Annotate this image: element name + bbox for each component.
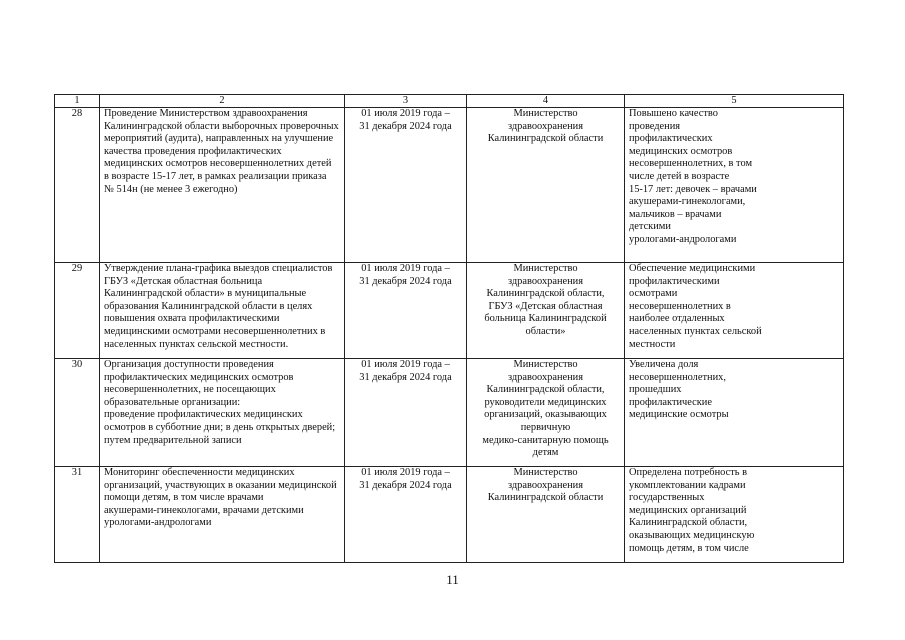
text-line: Министерство (513, 108, 578, 119)
text-line: числе детей в возрасте (629, 170, 730, 182)
text-line: Организация доступности проведения (104, 359, 274, 370)
text-line: 31 декабря 2024 года (359, 275, 452, 287)
text-line: Калининградской области выборочных проверочных (104, 120, 339, 132)
responsible-cell (467, 108, 625, 263)
responsible-cell (467, 467, 625, 563)
result-cell (625, 467, 844, 563)
text-line: несовершеннолетних, не посещающих (104, 384, 276, 396)
text-line: детскими (629, 221, 671, 233)
text-line: 15-17 лет: девочек – врачами (629, 183, 757, 195)
text-line: путем предварительной записи (104, 434, 242, 446)
text-line: профилактических (629, 133, 713, 145)
dates-cell (345, 359, 467, 467)
text-line: Обеспечение медицинскими (629, 263, 756, 274)
text-line: Калининградской области (487, 492, 604, 504)
text-line: ГБУЗ «Детская областная больница (104, 275, 263, 287)
text-line: № 514н (не менее 3 ежегодно) (104, 183, 238, 195)
table-row (55, 467, 844, 563)
text-line: 01 июля 2019 года – (361, 263, 450, 274)
text-line: Министерство (513, 263, 578, 274)
text-line: Определена потребность в (629, 467, 747, 478)
table-row (55, 263, 844, 359)
text-line: Калининградской области, (629, 517, 748, 529)
text-line: Повышено качество (629, 108, 718, 119)
text-line: 31 декабря 2024 года (359, 479, 452, 491)
text-line: ГБУЗ «Детская областная (488, 300, 603, 312)
column-header: 2 (100, 95, 345, 108)
text-line: государственных (629, 492, 705, 504)
text-line: осмотров в субботние дни; в день открытых дверей; (104, 421, 336, 433)
text-line: Министерство (513, 359, 578, 370)
text-line: 01 июля 2019 года – (361, 467, 450, 478)
text-line: 01 июля 2019 года – (361, 359, 450, 370)
text-line: мальчиков – врачами (629, 208, 722, 220)
text-line: Калининградской области, (486, 288, 605, 300)
result-cell (625, 108, 844, 263)
text-line: Утверждение плана-графика выездов специалистов (104, 263, 333, 274)
table-row (55, 359, 844, 467)
text-line: больница Калининградской (484, 313, 607, 325)
text-line: проведение профилактических медицинских (104, 409, 303, 421)
text-line: образования Калининградской области в целях (104, 300, 313, 312)
text-line: помощи детям, в том числе врачами (104, 492, 264, 504)
measures-table (54, 94, 844, 563)
text-line: помощь детям, в том числе (629, 542, 749, 554)
text-line: медицинских осмотров (629, 145, 733, 157)
text-line: организаций, участвующих в оказании медицинской (104, 479, 337, 491)
text-line: здравоохранения (507, 275, 584, 287)
dates-cell (345, 263, 467, 359)
text-line: мероприятий (аудита), направленных на улучшение (104, 133, 334, 145)
row-number: 29 (55, 263, 100, 359)
column-header: 3 (345, 95, 467, 108)
text-line: здравоохранения (507, 371, 584, 383)
text-line: Проведение Министерством здравоохранения (104, 108, 308, 119)
text-line: Мониторинг обеспеченности медицинских (104, 467, 295, 478)
text-line: в возрасте 15-17 лет, в рамках реализации приказа (104, 170, 327, 182)
activity-cell (100, 108, 345, 263)
text-line: медицинскими осмотрами несовершеннолетних в (104, 325, 326, 337)
text-line: повышения охвата профилактическими (104, 313, 280, 325)
text-line: первичную (520, 421, 571, 433)
row-number: 30 (55, 359, 100, 467)
text-line: организаций, оказывающих (484, 409, 607, 421)
activity-cell (100, 263, 345, 359)
responsible-cell (467, 263, 625, 359)
text-line: профилактических медицинских осмотров (104, 371, 294, 383)
text-line: Увеличена доля (629, 359, 699, 370)
text-line: Министерство (513, 467, 578, 478)
text-line: профилактические (629, 396, 712, 408)
text-line: населенных пунктах сельской местности. (104, 338, 289, 350)
column-header: 1 (55, 95, 100, 108)
text-line: руководители медицинских (484, 396, 607, 408)
text-line: акушерами-гинекологами, (629, 196, 746, 208)
column-header: 5 (625, 95, 844, 108)
text-line: медицинских организаций (629, 504, 747, 516)
text-line: проведения (629, 120, 681, 132)
responsible-cell (467, 359, 625, 467)
text-line: медицинских осмотров несовершеннолетних детей (104, 158, 332, 170)
text-line: медико-санитарную помощь (482, 434, 609, 446)
text-line: области» (525, 325, 566, 337)
text-line: профилактическими (629, 275, 720, 287)
activity-cell (100, 359, 345, 467)
text-line: местности (629, 338, 676, 350)
text-line: осмотрами (629, 288, 678, 300)
row-number: 28 (55, 108, 100, 263)
text-line: несовершеннолетних, (629, 371, 726, 383)
row-number: 31 (55, 467, 100, 563)
text-line: медицинские осмотры (629, 409, 729, 421)
dates-cell (345, 108, 467, 263)
dates-cell (345, 467, 467, 563)
text-line: здравоохранения (507, 479, 584, 491)
text-line: населенных пунктах сельской (629, 325, 762, 337)
text-line: 01 июля 2019 года – (361, 108, 450, 119)
text-line: детям (532, 447, 559, 459)
column-header: 4 (467, 95, 625, 108)
text-line: урологами-андрологами (629, 233, 737, 245)
text-line: здравоохранения (507, 120, 584, 132)
text-line: Калининградской области, (486, 384, 605, 396)
text-line: акушерами-гинекологами, врачами детскими (104, 504, 304, 516)
activity-cell (100, 467, 345, 563)
text-line: несовершеннолетних в (629, 300, 731, 312)
text-line: урологами-андрологами (104, 517, 212, 529)
text-line: Калининградской области» в муниципальные (104, 288, 307, 300)
text-line: оказывающих медицинскую (629, 529, 755, 541)
text-line: наиболее отдаленных (629, 313, 725, 325)
text-line: Калининградской области (487, 133, 604, 145)
result-cell (625, 359, 844, 467)
text-line: прошедших (629, 384, 682, 396)
text-line: несовершеннолетних, в том (629, 158, 753, 170)
text-line: образовательные организации: (104, 396, 241, 408)
header-row (55, 95, 844, 108)
result-cell (625, 263, 844, 359)
page-number: 11 (446, 572, 459, 587)
text-line: укомплектовании кадрами (629, 479, 746, 491)
text-line: 31 декабря 2024 года (359, 120, 452, 132)
text-line: качества проведения профилактических (104, 145, 282, 157)
text-line: 31 декабря 2024 года (359, 371, 452, 383)
table-row (55, 108, 844, 263)
